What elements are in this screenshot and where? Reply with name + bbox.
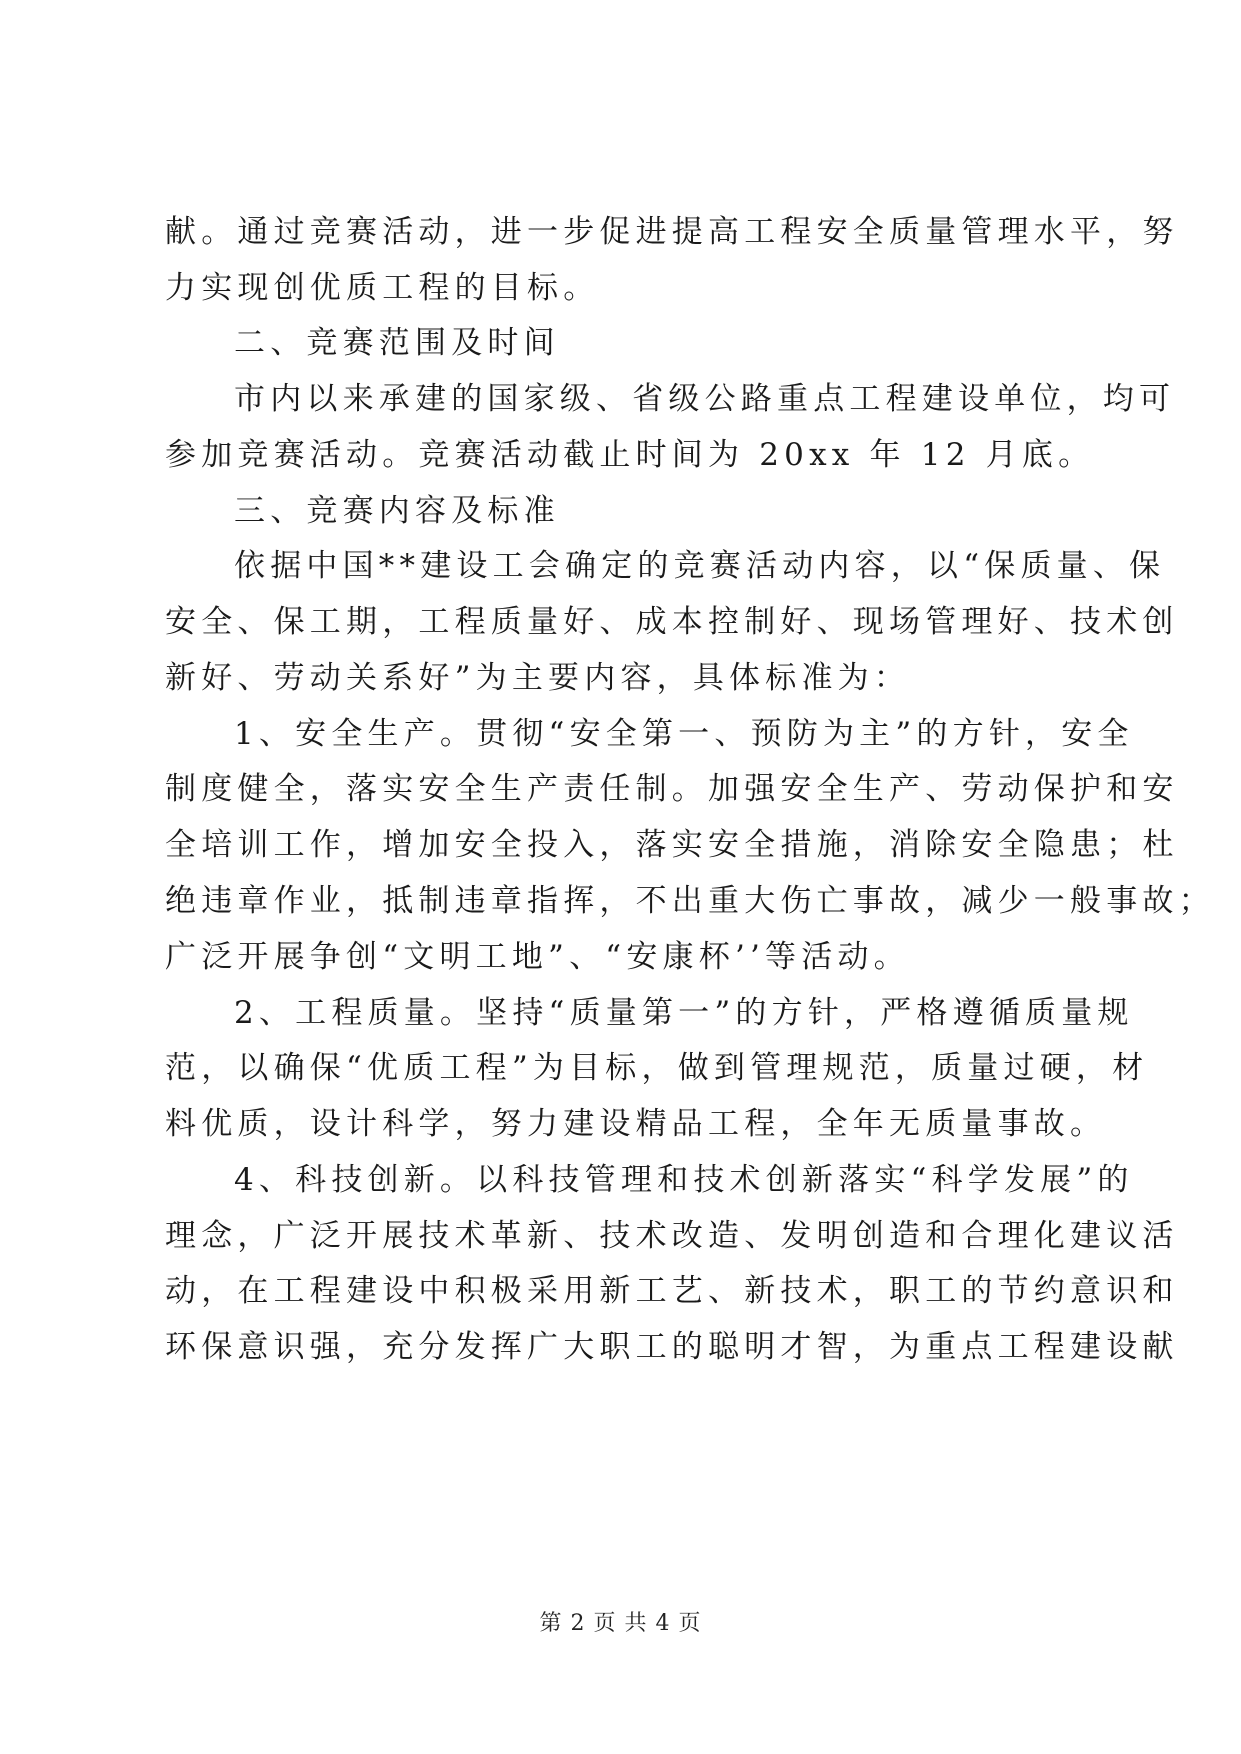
paragraph-line: 料优质，设计科学，努力建设精品工程，全年无质量事故。 <box>165 1106 1107 1142</box>
paragraph-line: 安全、保工期，工程质量好、成本控制好、现场管理好、技术创 <box>165 604 1179 640</box>
paragraph-line: 力实现创优质工程的目标。 <box>165 270 600 306</box>
paragraph-line: 参加竞赛活动。竞赛活动截止时间为 20xx 年 12 月底。 <box>165 437 1095 473</box>
paragraph-line: 献。通过竞赛活动，进一步促进提高工程安全质量管理水平，努 <box>165 214 1179 250</box>
paragraph-line: 1、安全生产。贯彻“安全第一、预防为主”的方针，安全 <box>234 716 1134 752</box>
paragraph-line: 4、科技创新。以科技管理和技术创新落实“科学发展”的 <box>234 1162 1134 1198</box>
paragraph-line: 新好、劳动关系好”为主要内容，具体标准为： <box>165 660 911 696</box>
section-heading-scope: 二、竞赛范围及时间 <box>234 325 560 361</box>
page-footer: 第 2 页 共 4 页 <box>539 1611 702 1636</box>
paragraph-line: 动，在工程建设中积极采用新工艺、新技术，职工的节约意识和 <box>165 1273 1179 1309</box>
paragraph-line: 全培训工作，增加安全投入，落实安全措施，消除安全隐患；杜 <box>165 827 1179 863</box>
paragraph-line: 制度健全，落实安全生产责任制。加强安全生产、劳动保护和安 <box>165 771 1179 807</box>
paragraph-line: 环保意识强，充分发挥广大职工的聪明才智，为重点工程建设献 <box>165 1329 1179 1365</box>
paragraph-line: 绝违章作业，抵制违章指挥，不出重大伤亡事故，减少一般事故； <box>165 883 1215 919</box>
paragraph-line: 2、工程质量。坚持“质量第一”的方针，严格遵循质量规 <box>234 995 1134 1031</box>
paragraph-line: 市内以来承建的国家级、省级公路重点工程建设单位，均可 <box>234 381 1176 417</box>
paragraph-line: 依据中国**建设工会确定的竞赛活动内容，以“保质量、保 <box>234 548 1166 584</box>
paragraph-line: 广泛开展争创“文明工地”、“安康杯’’等活动。 <box>165 939 910 975</box>
paragraph-line: 范，以确保“优质工程”为目标，做到管理规范，质量过硬，材 <box>165 1050 1149 1086</box>
section-heading-content: 三、竞赛内容及标准 <box>234 493 560 529</box>
paragraph-line: 理念，广泛开展技术革新、技术改造、发明创造和合理化建议活 <box>165 1218 1179 1254</box>
